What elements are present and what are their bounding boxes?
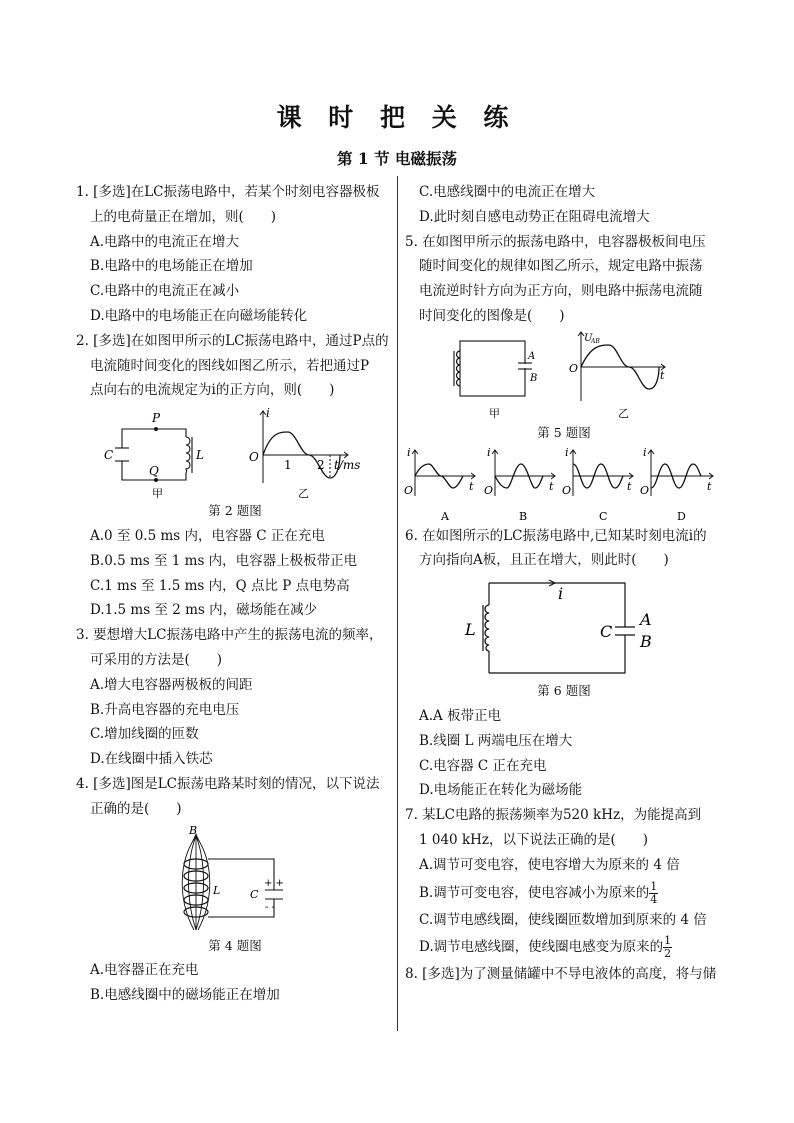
fraction-numerator: 1 — [650, 879, 658, 893]
label-q: Q — [149, 464, 159, 479]
label-minus: - - — [265, 901, 275, 913]
column-divider — [397, 176, 398, 1031]
question-7-option-b — [405, 878, 723, 908]
label-b: B — [530, 372, 538, 384]
label-yi: 乙 — [298, 487, 309, 501]
question-3-option-c: C.增加线圈的匝数 — [90, 726, 199, 743]
question-4-figure — [76, 822, 394, 934]
label-o: O — [249, 450, 259, 465]
label-p: P — [152, 411, 161, 426]
graph-d-t: t — [707, 479, 712, 493]
label-a: A — [640, 610, 652, 630]
question-1-option-c: C.电路中的电流正在减小 — [90, 283, 240, 300]
question-6-option-b: B.线圈 L 两端电压在增大 — [419, 732, 573, 749]
question-2-figure — [76, 403, 394, 499]
question-8-line: 8. [多选]为了测量储罐中不导电液体的高度，将与储 — [405, 966, 717, 983]
graph-b-i: i — [487, 445, 491, 459]
label-t-ms: t/ms — [334, 458, 361, 473]
graph-d-i: i — [643, 445, 647, 459]
section-subtitle: 第 1 节 电磁振荡 — [337, 149, 457, 168]
graph-c-label: C — [599, 509, 608, 523]
graph-b-o: O — [484, 483, 494, 497]
option-d-graph — [648, 450, 713, 496]
question-2-option-c: C.1 ms 至 1.5 ms 内，Q 点比 P 点电势高 — [90, 577, 350, 594]
fraction-denominator: 2 — [664, 947, 672, 961]
question-1-line: 1. [多选]在LC振荡电路中，若某个时刻电容器极板 — [76, 184, 380, 200]
question-1-option-b: B.电路中的电场能正在增加 — [90, 258, 253, 275]
question-1-option-a: A.电路中的电流正在增大 — [90, 233, 240, 250]
question-4-option-d: D.此时刻自感电动势正在阻碍电流增大 — [419, 208, 650, 225]
label-plus: + + — [264, 877, 284, 889]
page-title: 课 时 把 关 练 — [276, 103, 518, 132]
question-3-option-a: A.增大电容器两极板的间距 — [90, 676, 253, 693]
fraction-one-half — [663, 935, 672, 960]
option-graph-labels — [404, 446, 712, 523]
question-2-line: 2. [多选]在如图甲所示的LC振荡电路中，通过P点的 — [76, 332, 389, 349]
lc-circuit-diagram — [454, 341, 532, 396]
question-5-line: 随时间变化的规律如图乙所示，规定电路中振荡 — [419, 258, 703, 275]
label-jia: 甲 — [489, 406, 500, 420]
label-u: U — [584, 332, 593, 344]
tick-2: 2 — [317, 458, 325, 473]
graph-c-o: O — [562, 483, 572, 497]
graph-c-i: i — [565, 445, 569, 459]
fraction-numerator: 1 — [664, 934, 672, 948]
graph-b-t: t — [549, 479, 554, 493]
question-2-caption: 第 2 题图 — [208, 503, 262, 519]
question-5 — [405, 230, 723, 524]
question-7-option-b-text: B.调节可变电容，使电容减小为原来的 — [419, 884, 650, 901]
label-l: L — [213, 883, 221, 897]
left-column — [76, 180, 394, 1008]
label-c: C — [600, 622, 613, 642]
question-7-option-d — [405, 932, 723, 962]
question-7-line: 7. 某LC电路的振荡频率为520 kHz，为能提高到 — [405, 807, 702, 824]
graph-a-label: A — [441, 509, 449, 523]
option-c-graph — [570, 450, 633, 496]
label-b: B — [640, 632, 652, 652]
question-2 — [76, 329, 394, 623]
question-1 — [76, 180, 394, 329]
question-5-line: 5. 在如图甲所示的振荡电路中，电容器极板间电压 — [405, 233, 706, 250]
question-2-option-a: A.0 至 0.5 ms 内，电容器 C 正在充电 — [90, 527, 325, 544]
question-4-option-a: A.电容器正在充电 — [90, 962, 199, 979]
question-4-caption: 第 4 题图 — [208, 937, 262, 953]
question-6-option-d: D.电场能正在转化为磁场能 — [419, 782, 583, 799]
label-i: i — [266, 406, 270, 421]
question-6-option-a: A.A 板带正电 — [419, 707, 502, 724]
question-4 — [76, 772, 394, 1008]
question-1-option-d: D.电路中的电场能正在向磁场能转化 — [90, 307, 308, 324]
question-8 — [405, 962, 723, 987]
question-6-figure — [405, 573, 723, 679]
label-c: C — [104, 448, 114, 463]
question-6-option-c: C.电容器 C 正在充电 — [419, 757, 547, 774]
question-6-line: 6. 在如图所示的LC振荡电路中,已知某时刻电流i的 — [405, 527, 707, 544]
question-7 — [405, 803, 723, 962]
question-7-option-c: C.调节电感线圈，使线圈匝数增加到原来的 4 倍 — [419, 911, 707, 928]
option-a-graph — [412, 450, 475, 496]
graph-a-t: t — [469, 479, 474, 493]
graph-b-label: B — [519, 509, 528, 523]
label-jia: 甲 — [152, 487, 163, 501]
label-l: L — [196, 448, 204, 463]
question-6-line: 方向指向A板，且正在增大，则此时( ) — [419, 552, 669, 569]
question-7-option-d-text: D.调节电感线圈，使线圈电感变为原来的 — [419, 939, 664, 956]
question-2-line: 点向右的电流规定为i的正方向，则( ) — [90, 382, 335, 399]
question-3-line: 3. 要想增大LC振荡电路中产生的振荡电流的频率， — [76, 627, 383, 644]
question-4-option-c: C.电感线圈中的电流正在增大 — [419, 184, 596, 200]
question-3 — [76, 623, 394, 772]
right-column — [405, 180, 723, 987]
node-q — [154, 478, 158, 482]
question-1-line: 上的电荷量正在增加，则( ) — [90, 208, 277, 225]
question-5-line: 电流逆时针方向为正方向，则电路中振荡电流随 — [419, 283, 703, 300]
capacitor-gap — [519, 364, 531, 368]
label-c: C — [250, 887, 259, 901]
graph-a-i: i — [407, 445, 411, 459]
question-6 — [405, 524, 723, 804]
question-5-figure — [405, 329, 723, 421]
label-t: t — [660, 368, 665, 382]
label-l: L — [465, 620, 476, 640]
question-2-line: 电流随时间变化的图线如图乙所示，若把通过P — [90, 357, 370, 374]
node-p — [154, 427, 158, 431]
question-5-caption: 第 5 题图 — [537, 424, 591, 440]
question-7-line: 1 040 kHz，以下说法正确的是( ) — [419, 831, 649, 848]
question-3-option-d: D.在线圈中插入铁芯 — [90, 751, 213, 768]
question-6-caption: 第 6 题图 — [537, 683, 591, 699]
question-3-option-b: B.升高电容器的充电电压 — [90, 701, 240, 718]
graph-a-o: O — [404, 483, 414, 497]
question-5-line: 时间变化的图像是( ) — [419, 307, 565, 324]
option-b-graph — [492, 450, 555, 496]
graph-c-t: t — [627, 479, 632, 493]
question-4-line: 4. [多选]图是LC振荡电路某时刻的情况，以下说法 — [76, 775, 380, 792]
fraction-denominator: 4 — [650, 892, 658, 906]
question-3-line: 可采用的方法是( ) — [90, 651, 223, 668]
question-2-option-b: B.0.5 ms 至 1 ms 内，电容器上极板带正电 — [90, 552, 358, 569]
label-i: i — [558, 584, 564, 604]
label-a: A — [528, 350, 536, 362]
label-yi: 乙 — [618, 406, 629, 420]
current-time-graph — [260, 411, 348, 483]
question-4-line: 正确的是( ) — [90, 800, 182, 817]
label-b: B — [189, 823, 198, 837]
label-u-sub: AB — [591, 337, 600, 345]
question-5-option-graphs — [405, 446, 723, 524]
label-o: O — [569, 361, 579, 375]
graph-d-label: D — [677, 509, 686, 523]
tick-1: 1 — [284, 458, 292, 473]
fraction-one-quarter — [649, 881, 658, 906]
question-4-option-b: B.电感线圈中的磁场能正在增加 — [90, 987, 280, 1004]
graph-d-o: O — [640, 483, 650, 497]
question-2-option-d: D.1.5 ms 至 2 ms 内，磁场能在减少 — [90, 602, 318, 619]
question-7-option-a: A.调节可变电容，使电容增大为原来的 4 倍 — [419, 856, 680, 873]
